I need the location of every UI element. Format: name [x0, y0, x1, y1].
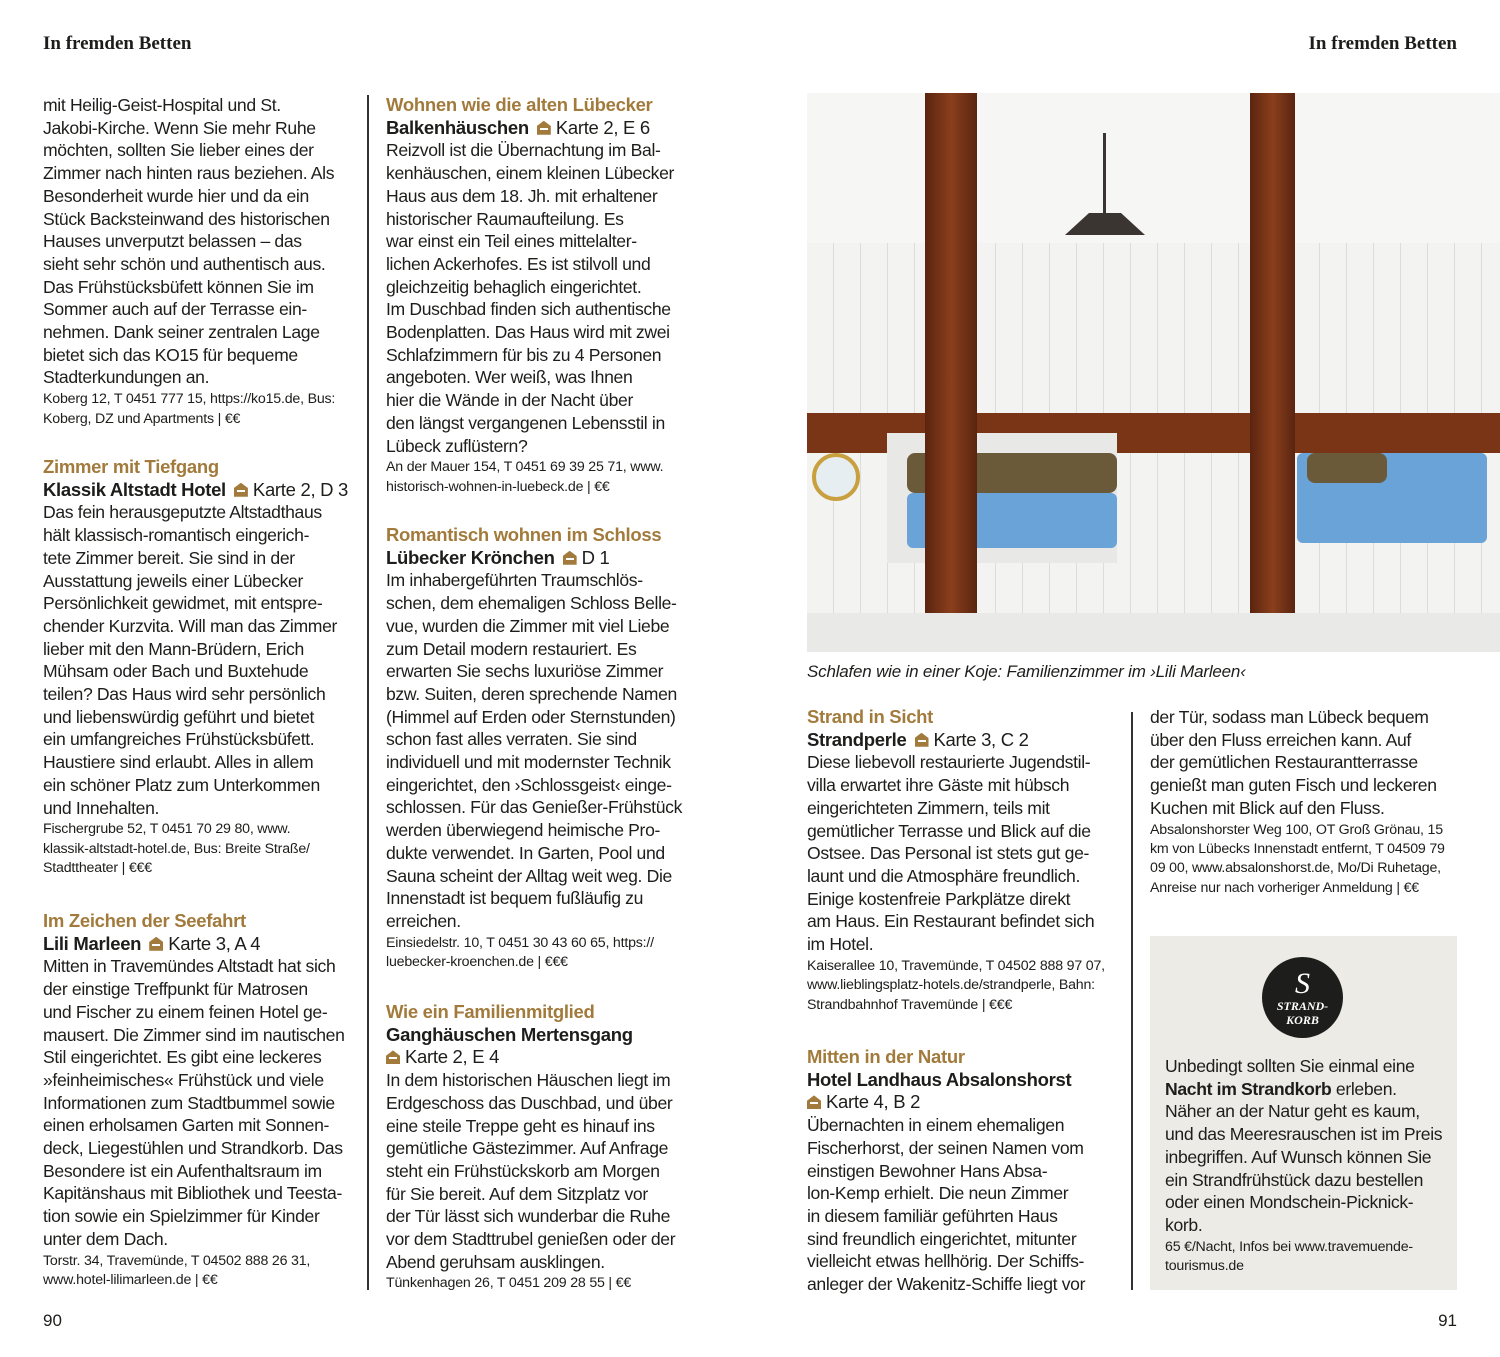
entry-luebecker-kroenchen [386, 524, 701, 972]
body-text: Das fein herausgeputzte Altstadthaus hält klassisch-romantisch eingerich- tete Zimmer bereit. Sie sind in der Ausstattung jeweils einer Lübecker Persönlichkeit gewidmet, mit entspre- chender Kurzvita. Will man das Zimmer lieber mit den Mann-Brüdern, Erich Mühsam oder Bach und Buxtehude teilen? Das Haus wird sehr persönlich und liebenswürdig geführt und bietet ein umfangreiches Frühstücksbüfett. Haustiere sind erlaubt. Alles in allem ein schöner Platz zum Unterkommen und Innehalten. [43, 502, 338, 818]
photo-caption: Schlafen wie in einer Koje: Familienzimmer im ›Lili Marleen‹ [807, 662, 1246, 681]
column-divider [1131, 712, 1133, 1290]
body-text: Übernachten in einem ehemaligen Fischerhorst, der seinen Namen vom einstigen Bewohner Hans Absa- lon-Kemp erhielt. Die neun Zimmer in diesem familiär geführten Haus sind freundlich eingerichtet, mitunter vielleicht etwas hellhörig. Der Schiffs- anleger der Wakenitz-Schiffe liegt vor [807, 1115, 1086, 1295]
body-text: Diese liebevoll restaurierte Jugendstil- villa erwartet ihre Gäste mit hübsch eingerichteten Zimmern, teils mit gemütlicher Terrasse und Blick auf die Ostsee. Das Personal ist stets gut ge- launt und die Atmosphäre freundlich. Einige kostenfreie Parkplätze direkt am Haus. Ein Restaurant befindet sich im Hotel. [807, 752, 1095, 955]
address-detail: Koberg 12, T 0451 777 15, https://ko15.de, Bus: Koberg, DZ und Apartments | €€ [43, 391, 336, 427]
strandkorb-logo [1262, 957, 1343, 1038]
entry-lili-marleen [43, 910, 358, 1290]
hotel-name: Lübecker Krönchen [386, 546, 555, 568]
entry-heading: Zimmer mit Tiefgang [43, 456, 219, 477]
house-icon [563, 551, 577, 565]
house-icon [807, 1095, 821, 1109]
hotel-name: Lili Marleen [43, 932, 142, 954]
entry-heading: Im Zeichen der Seefahrt [43, 910, 246, 931]
house-icon [386, 1050, 400, 1064]
body-text: der Tür, sodass man Lübeck bequem über den Fluss erreichen kann. Auf der gemütlichen Restaurantterrasse genießt man guten Fisch und leckeren Kuchen mit Blick auf den Fluss. [1150, 707, 1437, 818]
house-icon [234, 483, 248, 497]
entry-ganghaeuschen [386, 1001, 701, 1294]
entry-heading: Romantisch wohnen im Schloss [386, 524, 662, 545]
map-ref: Karte 2, E 6 [555, 116, 650, 138]
tip-text: Unbedingt sollten Sie einmal eine [1165, 1056, 1415, 1076]
hotel-name: Balkenhäuschen [386, 116, 529, 138]
hotel-name: Hotel Landhaus Absalonshorst [807, 1068, 1072, 1090]
house-icon [537, 121, 551, 135]
entry-balkenhaeuschen [386, 94, 701, 497]
entry-heading: Strand in Sicht [807, 706, 934, 727]
map-ref: Karte 3, A 4 [168, 932, 261, 954]
body-text: In dem historischen Häuschen liegt im Erdgeschoss das Duschbad, und über eine steile Treppe geht es hinauf ins gemütliche Gästezimmer. Auf Anfrage steht ein Frühstückskorb am Morgen für Sie bereit. Auf dem Sitzplatz vor der Tür lässt sich wunderbar die Ruhe vor dem Stadttrubel genießen oder der Abend geruhsam ausklingen. [386, 1070, 676, 1272]
entry-heading: Wohnen wie die alten Lübecker [386, 94, 653, 115]
body-text: mit Heilig-Geist-Hospital und St. Jakobi-Kirche. Wenn Sie mehr Ruhe möchten, sollten Sie lieber eines der Zimmer nach hinten raus beziehen. Als Besonderheit wurde hier und da ein Stück Backsteinwand des historischen Hauses unverputzt belassen – das sieht sehr schön und authentisch aus. Das Frühstücksbüfett können Sie im Sommer auch auf der Terrasse ein- nehmen. Dank seiner zentralen Lage bietet sich das KO15 für bequeme Stadterkundungen an. [43, 95, 335, 388]
map-ref: Karte 2, D 3 [252, 478, 349, 500]
entry-landhaus-absalonshorst [807, 1046, 1122, 1296]
map-ref: Karte 2, E 4 [405, 1046, 500, 1068]
hotel-name: Strandperle [807, 728, 907, 750]
address-detail: Tünkenhagen 26, T 0451 209 28 55 | €€ [386, 1275, 632, 1292]
entry-heading: Wie ein Familienmitglied [386, 1001, 595, 1022]
logo-text: STRAND- [1276, 999, 1329, 1013]
map-ref: Karte 4, B 2 [826, 1091, 921, 1113]
col1-continuation [43, 94, 358, 429]
address-detail: Kaiserallee 10, Travemünde, T 04502 888 97 07, www.lieblingsplatz-hotels.de/strandperle, Bahn: Strandbahnhof Travemünde | €€€ [807, 957, 1105, 1013]
map-ref: D 1 [581, 546, 610, 568]
column-divider [367, 95, 369, 1290]
address-detail: Torstr. 34, Travemünde, T 04502 888 26 31, www.hotel-lilimarleen.de | €€ [43, 1252, 311, 1288]
col4-continuation [1150, 706, 1465, 898]
body-text: Mitten in Travemündes Altstadt hat sich der einstige Treffpunkt für Matrosen und Fischer zu einem feinen Hotel ge- mausert. Die Zimmer sind im nautischen Stil eingerichtet. Es gibt eine leckeres »feinheimisches« Frühstück und viele Informationen zum Stadtbummel sowie einen erholsamen Garten mit Sonnen- deck, Liegestühlen und Strandkorb. Das Besondere ist ein Aufenthaltsraum im Kapitänshaus mit Bibliothek und Teesta- tion sowie ein Spielzimmer für Kinder unter dem Dach. [43, 956, 345, 1249]
map-ref: Karte 3, C 2 [933, 728, 1029, 750]
house-icon [915, 733, 929, 747]
entry-klassik-altstadt [43, 456, 358, 878]
hotel-name: Ganghäuschen Mertensgang [386, 1023, 633, 1045]
logo-text: KORB [1286, 1013, 1319, 1027]
hotel-name: Klassik Altstadt Hotel [43, 478, 226, 500]
tip-text-bold: Nacht im Strandkorb [1165, 1078, 1332, 1099]
logo-letter: S [1295, 967, 1310, 1000]
photo-family-room [807, 93, 1500, 652]
tip-detail: 65 €/Nacht, Infos bei www.travemuende- tourismus.de [1165, 1238, 1413, 1275]
page-number-right: 91 [1438, 1311, 1457, 1330]
tip-box-content [1165, 1055, 1450, 1276]
running-head-left: In fremden Betten [43, 33, 192, 54]
address-detail: Einsiedelstr. 10, T 0451 30 43 60 65, https:// luebecker-kroenchen.de | €€€ [386, 934, 654, 971]
tip-text: erleben. Näher an der Natur geht es kaum, und das Meeresrauschen ist im Preis inbegriffen. Auf Wunsch können Sie ein Strandfrühstück dazu bestellen oder einen Mondschein-Picknick- korb. [1165, 1078, 1443, 1235]
address-detail: An der Mauer 154, T 0451 69 39 25 71, www. historisch-wohnen-in-luebeck.de | €€ [386, 459, 664, 495]
running-head-right: In fremden Betten [1308, 33, 1457, 54]
address-detail: Absalonshorster Weg 100, OT Groß Grönau, 15 km von Lübecks Innenstadt entfernt, T 04509 79 09 00, www.absalonshorst.de, Mo/Di Ruhetage, Anreise nur nach vorheriger Anmeldung | €€ [1150, 821, 1445, 896]
page-number-left: 90 [43, 1311, 62, 1330]
house-icon [149, 937, 163, 951]
address-detail: Fischergrube 52, T 0451 70 29 80, www. klassik-altstadt-hotel.de, Bus: Breite Straße/ Stadttheater | €€€ [43, 821, 310, 877]
entry-heading: Mitten in der Natur [807, 1046, 965, 1067]
body-text: Reizvoll ist die Übernachtung im Bal- kenhäuschen, einem kleinen Lübecker Haus aus dem 18. Jh. mit erhaltener historischer Raumaufteilung. Es war einst ein Teil eines mittelalter- lichen Ackerhofes. Es ist stilvoll und gleichzeitig behaglich eingerichtet. Im Duschbad finden sich authentische Bodenplatten. Das Haus wird mit zwei Schlafzimmern für bis zu 4 Personen angeboten. Wer weiß, was Ihnen hier die Wände in der Nacht über den längst vergangenen Lebensstil in Lübeck zuflüstern? [386, 140, 675, 456]
body-text: Im inhabergeführten Traumschlös- schen, dem ehemaligen Schloss Belle- vue, wurden die Zimmer mit viel Liebe zum Detail modern restauriert. Es erwarten Sie sechs luxuriöse Zimmer bzw. Suiten, deren sprechende Namen (Himmel auf Erden oder Sternstunden) schon fast alles verraten. Sie sind individuell und mit modernster Technik eingerichtet, den ›Schlossgeist‹ einge- schlossen. Für das Genießer-Frühstück werden überwiegend heimische Pro- dukte verwendet. In Garten, Pool und Sauna scheint der Alltag weit weg. Die Innenstadt ist bequem fußläufig zu erreichen. [386, 570, 683, 931]
entry-strandperle [807, 706, 1122, 1015]
